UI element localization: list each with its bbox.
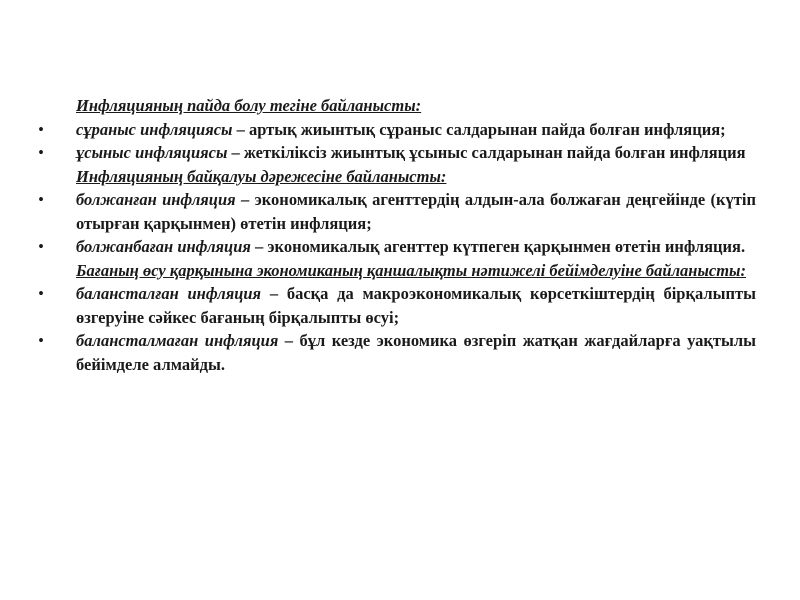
- bullet-icon: •: [38, 284, 44, 303]
- term: балансталған инфляция: [76, 284, 262, 303]
- bullet-icon: •: [38, 119, 44, 139]
- bullet-icon: •: [38, 190, 44, 209]
- list-item-text: [76, 282, 756, 329]
- section-adaptation: [38, 259, 756, 377]
- section-expectation: [38, 165, 756, 259]
- term: ұсыныс инфляциясы: [76, 143, 228, 162]
- bullet-icon: •: [38, 143, 44, 162]
- term: болжанбаған инфляция: [76, 237, 251, 256]
- list-item: [38, 282, 756, 329]
- list-item: [38, 329, 756, 376]
- definition: – артық жиынтық сұраныс салдарынан пайда болған инфляция;: [232, 119, 726, 139]
- term: сұраныс инфляциясы: [76, 119, 233, 139]
- list-item-text: [76, 118, 756, 142]
- list-item-text: [76, 329, 756, 376]
- section-heading: Бағаның өсу қарқынына экономиканың қаншалықты нәтижелі бейімделуіне байланысты:: [76, 260, 746, 280]
- term: болжанған инфляция: [76, 190, 236, 209]
- list-item: [38, 141, 756, 165]
- section-heading: Инфляцияның байқалуы дәрежесіне байланысты:: [76, 166, 447, 186]
- list-item: [38, 235, 756, 259]
- list-item-text: [76, 141, 756, 165]
- bullet-icon: •: [38, 237, 44, 256]
- list-item-text: [76, 188, 756, 235]
- definition: – басқа да макроэкономикалық көрсеткіштердің бірқалыпты өзгеруіне сәйкес бағаның бірқалыпты өсуі;: [76, 284, 757, 327]
- definition: – бұл кезде экономика өзгеріп жатқан жағдайларға уақтылы бейімделе алмайды.: [76, 331, 756, 374]
- definition: – экономикалық агенттер күтпеген қарқынмен өтетін инфляция.: [250, 237, 746, 256]
- bullet-icon: •: [38, 331, 44, 350]
- section-origin: [38, 94, 756, 165]
- list-item-text: [76, 235, 756, 259]
- definition: – жеткіліксіз жиынтық ұсыныс салдарынан пайда болған инфляция: [227, 143, 746, 162]
- list-item: [38, 118, 756, 142]
- definition: – экономикалық агенттердің алдын-ала болжаған деңгейінде (күтіп отырған қарқынмен) өтетін инфляция;: [76, 190, 756, 233]
- section-heading: Инфляцияның пайда болу тегіне байланысты:: [76, 96, 422, 115]
- term: балансталмаған инфляция: [76, 331, 279, 350]
- list-item: [38, 188, 756, 235]
- document-body: [38, 94, 756, 376]
